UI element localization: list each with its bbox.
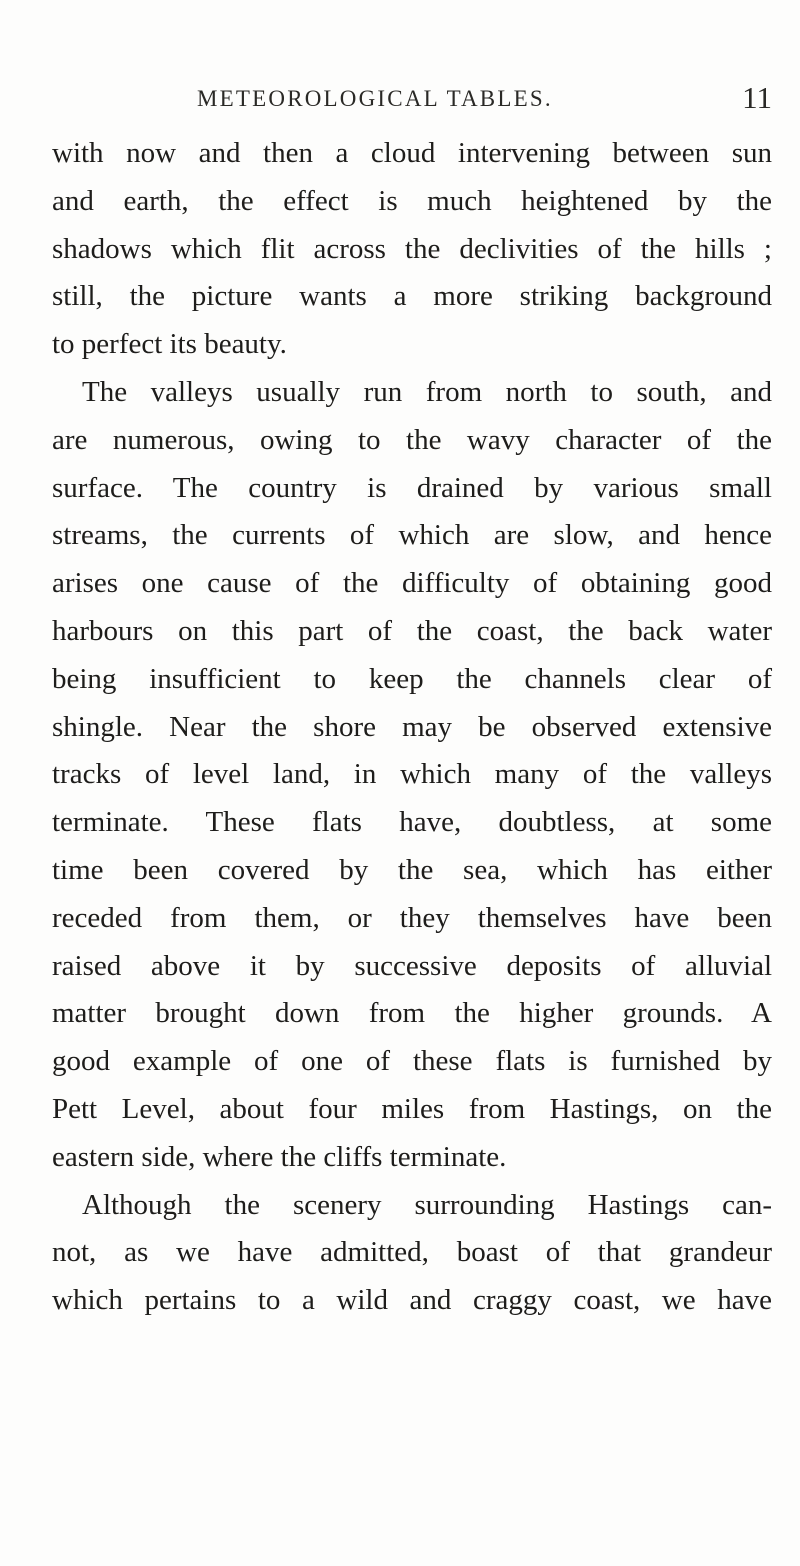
- text-line: still, the picture wants a more striking background: [52, 280, 772, 313]
- text-line: arises one cause of the difficulty of obtaining good: [52, 567, 772, 600]
- text-line: shadows which flit across the declivities of the hills ;: [52, 232, 772, 265]
- text-line: harbours on this part of the coast, the back water: [52, 614, 772, 647]
- text-line: and earth, the effect is much heightened by the: [52, 184, 772, 217]
- text-line: streams, the currents of which are slow, and hence: [52, 519, 772, 552]
- text-line: matter brought down from the higher grounds. A: [52, 997, 772, 1030]
- text-line: surface. The country is drained by various small: [52, 471, 772, 504]
- text-line: are numerous, owing to the wavy character of the: [52, 423, 772, 456]
- text-line: good example of one of these flats is furnished by: [52, 1045, 772, 1078]
- text-line: with now and then a cloud intervening between sun: [52, 137, 772, 169]
- text-line: tracks of level land, in which many of the valleys: [52, 758, 772, 791]
- text-line: The valleys usually run from north to south, and: [82, 375, 772, 408]
- running-title: METEOROLOGICAL TABLES.: [197, 86, 553, 111]
- body-text: [52, 130, 772, 1325]
- text-line: receded from them, or they themselves have been: [52, 901, 772, 934]
- text-line: raised above it by successive deposits of alluvial: [52, 949, 772, 982]
- text-line: eastern side, where the cliffs terminate.: [52, 1140, 507, 1173]
- text-line: not, as we have admitted, boast of that grandeur: [52, 1236, 772, 1269]
- text-line: Although the scenery surrounding Hastings can-: [82, 1188, 772, 1221]
- text-line: Pett Level, about four miles from Hastings, on the: [52, 1092, 772, 1125]
- text-line: time been covered by the sea, which has either: [52, 853, 772, 886]
- text-line: which pertains to a wild and craggy coast, we have: [52, 1284, 772, 1317]
- text-line: being insufficient to keep the channels clear of: [52, 662, 772, 695]
- running-head: [197, 80, 772, 120]
- text-line: terminate. These flats have, doubtless, at some: [52, 806, 772, 839]
- page-number: 11: [742, 80, 772, 115]
- text-line: to perfect its beauty.: [52, 328, 287, 361]
- text-line: shingle. Near the shore may be observed extensive: [52, 710, 772, 743]
